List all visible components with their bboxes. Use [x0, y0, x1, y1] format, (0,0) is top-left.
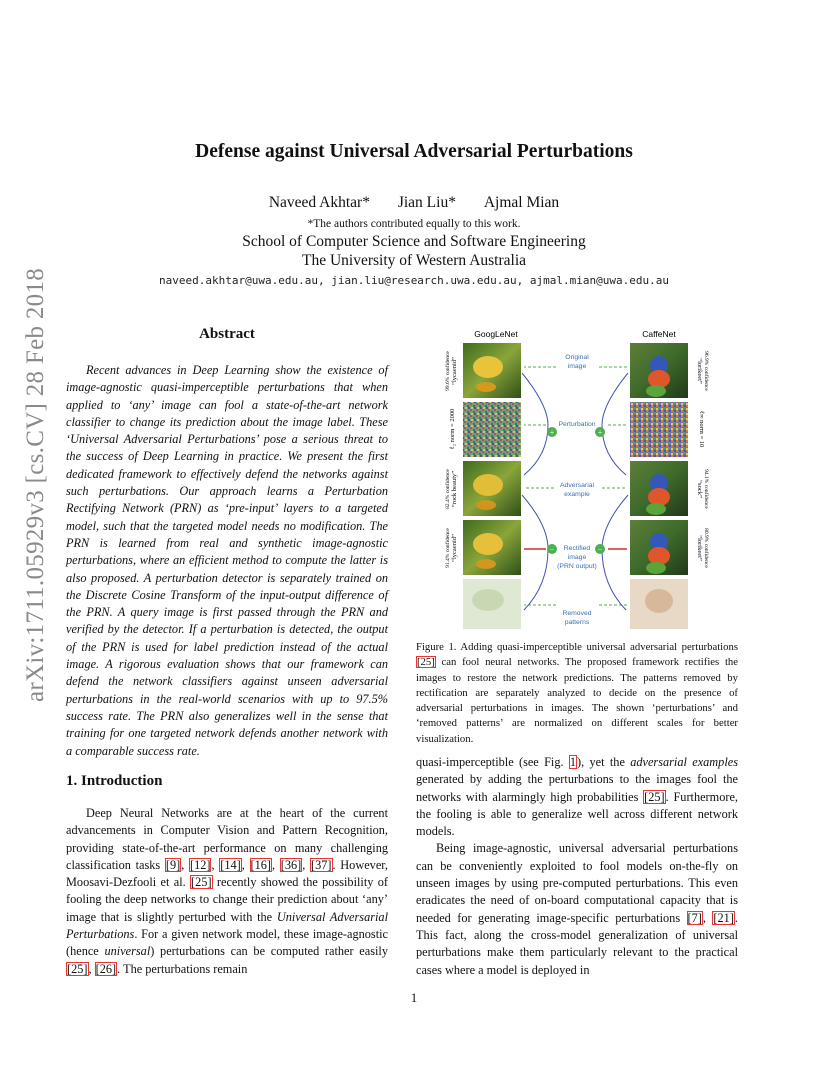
- svg-text:96.9% confidence: 96.9% confidence: [703, 351, 709, 391]
- svg-text:Original: Original: [565, 354, 589, 361]
- citation-link[interactable]: [21]: [713, 910, 734, 925]
- page-number: 1: [410, 990, 418, 1005]
- citation-link[interactable]: [26]: [95, 961, 117, 976]
- affiliation-school: School of Computer Science and Software Engineering: [242, 233, 586, 250]
- svg-text:“lorikeet”: “lorikeet”: [696, 535, 703, 561]
- citation-link[interactable]: [25]: [191, 875, 212, 890]
- svg-text:91.4% confidence: 91.4% confidence: [445, 528, 451, 568]
- svg-text:“sock”: “sock”: [696, 480, 703, 498]
- arxiv-stamp: arXiv:1711.05929v3 [cs.CV] 28 Feb 2018: [22, 267, 50, 703]
- svg-text:82.4% confidence: 82.4% confidence: [445, 469, 451, 509]
- citation-link[interactable]: [12]: [189, 857, 211, 872]
- right-side-labels: [696, 351, 710, 568]
- svg-text:patterns: patterns: [564, 619, 590, 626]
- svg-text:“lycaenid”: “lycaenid”: [451, 534, 458, 562]
- figure-caption: Figure 1. Adding quasi-imperceptible universal adversarial perturbations [25] can fool neural networks. The proposed framework rectifies the images to restore the network predictions. The patterns removed by rectification are separately analyzed to decide on the presence of adversarial perturbations in images. The shown ‘perturbations’ and ‘removed patterns’ are normalized on different scales for better visualization.: [416, 641, 738, 745]
- svg-text:80.9% confidence: 80.9% confidence: [703, 528, 709, 568]
- author-3: Ajmal Mian: [483, 194, 560, 211]
- svg-text:“lorikeet”: “lorikeet”: [696, 358, 703, 384]
- author-list: [0, 194, 828, 212]
- citation-link[interactable]: [16]: [250, 857, 271, 872]
- middle-labels: [557, 354, 597, 626]
- author-emails[interactable]: naveed.akhtar@uwa.edu.au, jian.liu@research.uwa.edu.au, ajmal.mian@uwa.edu.au: [159, 274, 669, 287]
- left-side-labels: [444, 351, 458, 568]
- paragraph: quasi-imperceptible (see Fig. 1), yet the adversarial examples generated by adding the perturbations to the images fool the networks with alarmingly high probabilities [25]. Furthermore, the fooling is able to generalize well across different network models.: [416, 755, 738, 839]
- section-heading-introduction: 1. Introduction: [66, 773, 163, 789]
- contribution-note: *The authors contributed equally to this work.: [307, 218, 521, 230]
- svg-text:Perturbation: Perturbation: [558, 421, 596, 428]
- affiliation-university: The University of Western Australia: [301, 252, 527, 269]
- svg-text:“rock beauty”: “rock beauty”: [451, 470, 458, 508]
- svg-text:−: −: [549, 545, 555, 554]
- svg-text:example: example: [564, 491, 590, 498]
- svg-text:94.1% confidence: 94.1% confidence: [703, 469, 709, 509]
- svg-text:+: +: [549, 428, 555, 437]
- svg-text:image: image: [567, 554, 587, 561]
- abstract-heading: Abstract: [199, 326, 255, 342]
- author-2: Jian Liu*: [397, 194, 456, 211]
- abstract-text: Recent advances in Deep Learning show the existence of image-agnostic quasi-imperceptible perturbations that when applied to ‘any’ image can fool a state-of-the-art network classifier to change its prediction about the image label. These ‘Universal Adversarial Perturbations’ pose a serious threat to the success of Deep Learning in practice. We present the first dedicated framework to effectively defend the networks against such perturbations. Our approach learns a Perturbation Rectifying Network (PRN) as ‘pre-input’ layers to a targeted model, such that the targeted model needs no modification. The PRN is learned from real and synthetic image-agnostic perturbations, where an efficient method to compute the latter is also proposed. A perturbation detector is separately trained on the Discrete Cosine Transform of the input-output difference of the PRN. A query image is first passed through the PRN and verified by the detector. If a perturbation is detected, the output of the PRN is used for label prediction instead of the actual image. A rigorous evaluation shows that our framework can defend the network classifiers against unseen adversarial perturbations in the real-world scenarios with up to 97.5% success rate. The PRN also generalizes well in the sense that training for one targeted network defends another network with a comparable success rate.: [66, 363, 388, 758]
- figure-1: [416, 325, 738, 632]
- right-network-label: CaffeNet: [642, 329, 676, 339]
- svg-text:ℓ₂ norm = 2000: ℓ₂ norm = 2000: [449, 408, 456, 450]
- svg-text:−: −: [597, 545, 603, 554]
- svg-text:“lycaenid”: “lycaenid”: [451, 357, 458, 385]
- svg-text:+: +: [597, 428, 603, 437]
- svg-text:Removed: Removed: [562, 610, 592, 617]
- figure-link[interactable]: 1: [569, 755, 577, 769]
- svg-text:Rectified: Rectified: [563, 545, 591, 552]
- right-column-text: [416, 754, 738, 979]
- paper-title: Defense against Universal Adversarial Perturbations: [195, 141, 633, 162]
- citation-link[interactable]: [9]: [165, 857, 181, 872]
- paragraph: Being image-agnostic, universal adversarial perturbations can be conveniently exploited to fool models on-the-fly on unseen images by using pre-computed perturbations. This even eradicates the need of on-board computational capacity that is needed for generating image-specific perturbations [7], [21]. This fact, along the cross-model generalization of universal perturbations make them particularly relevant to the practical cases where a model is deployed in: [416, 841, 738, 977]
- citation-link[interactable]: [14]: [220, 857, 241, 872]
- citation-link[interactable]: [25]: [644, 789, 665, 804]
- citation-link[interactable]: [37]: [311, 857, 332, 872]
- svg-text:Adversarial: Adversarial: [560, 482, 594, 489]
- svg-text:ℓ∞ norm = 10: ℓ∞ norm = 10: [698, 410, 705, 448]
- svg-text:image: image: [567, 363, 587, 370]
- citation-link[interactable]: [25]: [67, 961, 88, 976]
- citation-link[interactable]: [36]: [280, 857, 302, 872]
- svg-text:99.6% confidence: 99.6% confidence: [445, 351, 451, 391]
- citation-link[interactable]: [25]: [417, 656, 435, 669]
- svg-text:(PRN output): (PRN output): [557, 563, 597, 570]
- author-1: Naveed Akhtar*: [268, 194, 370, 211]
- left-image-column: [463, 343, 521, 629]
- citation-link[interactable]: [7]: [687, 910, 702, 925]
- right-image-column: [630, 343, 688, 629]
- introduction-paragraph: Deep Neural Networks are at the heart of the current advancements in Computer Vision and Pattern Recognition, providing state-of-the-art performance on many challenging classification tasks [9], [12], [14], [16], [36], [37]. However, Moosavi-Dezfooli et al. [25] recently showed the possibility of fooling the deep networks to change their prediction about ‘any’ image that is slightly perturbed with the Universal Adversarial Perturbations. For a given network model, these image-agnostic (hence universal) perturbations can be computed rather easily [25], [26]. The perturbations remain: [66, 806, 388, 976]
- left-network-label: GoogLeNet: [474, 329, 518, 339]
